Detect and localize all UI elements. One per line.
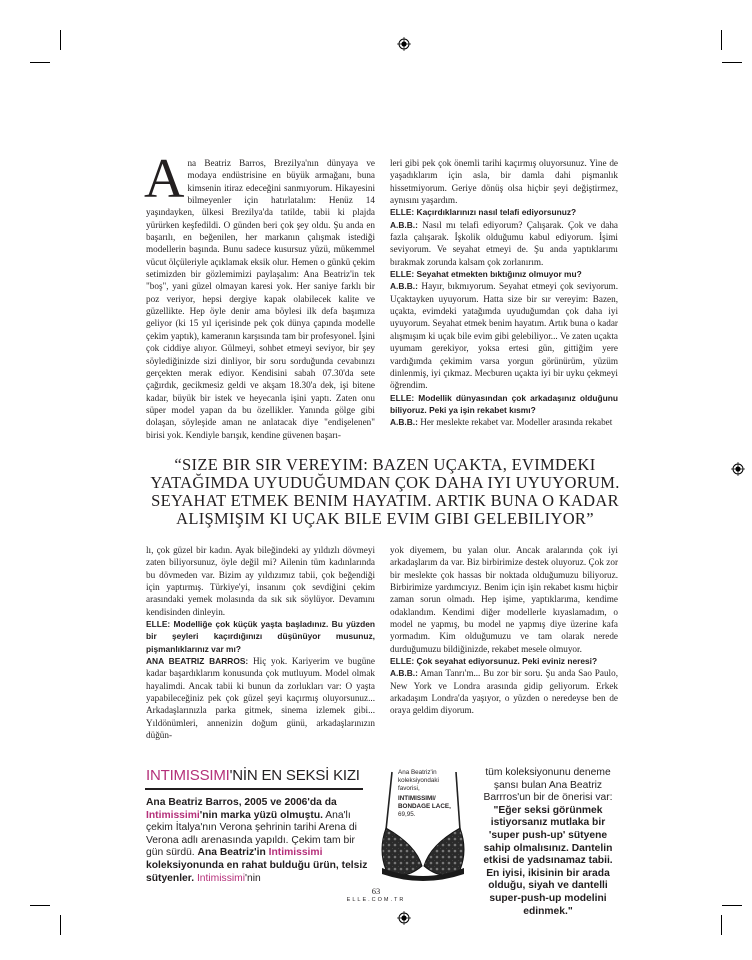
interview-question: ELLE: Seyahat etmekten bıktığınız olmuyor mu? (390, 269, 582, 280)
crop-mark (722, 905, 742, 906)
interview-question: ELLE: Kaçırdıklarınızı nasıl telafi ediyorsunuz? (390, 207, 577, 218)
registration-mark-icon (731, 462, 745, 476)
bra-image (368, 770, 478, 888)
site-url: ELLE.COM.TR (346, 897, 406, 903)
paragraph: leri gibi pek çok önemli tarihi kaçırmış oluyorsunuz. Yine de yaşadıklarım için asla, bir damla dahi pişmanlık hissetmiyorum. Geriye dönüş olsa hiçbir şeyi değiştirmez, aynısını yaşardım. (390, 158, 618, 206)
interview-answer: A.B.B.: Aman Tanrı'm... Bu zor bir soru. Şu anda Sao Paulo, New York ve Londra arasında gidip geliyorum. Erkek arkadaşım Londra'da yaşıyor, o yüzden o neredeyse ben de oraya geldim diyorum. (390, 668, 618, 716)
intro-paragraph: Ana Beatriz Barros, Brezilya'nın dünyaya ve modaya endüstrisine en büyük armağanı, buna kimsenin itiraz edeceğini sanmıyorum. Hikayesini bilmeyenler için hatırlatalım: Henüz 14 yaşındayken, ülkesi Brezilya'da tatilde, tabii ki plajda yürürken keşfedildi. O günden beri çok şey oldu. Şu anda en başarılı, en beğenilen, her markanın çalışmak istediği modellerin başında. Bunu sadece kusursuz yüzü, mükemmel vücut ölçüleriyle açıklamak eksik olur. Hemen o günkü çekim setimizden bir gözlemimizi paylaşalım: Ana Beatriz'in tek "boş", yani güzel olmayan karesi yok. Her saniye farklı bir poz veriyor, hepsi dergiye kapak olabilecek kalite ve güzellikte. Hep öyle denir ama böylesi ilk defa başımıza geliyor (ki 15 yıl içerisinde pek çok dünya çapında modelle çekim yaptık), kameranın karşısında tam bir profesyonel. İşini çok ciddiye alıyor. Gülmeyi, sohbet etmeyi seviyor, bir şey söylediğinizde sizi dinliyor, bir soru sorduğunda cevabınızı gerçekten merak ediyor. Kendisini sabah 07.30'da sete çağırdık, gecikmesiz geldi ve akşam 18.30'a dek, işi bitene kadar, büyük bir istek ve heyecanla işini yaptı. Zaten onu süper model yapan da bu özellikler. Yanında gölge gibi dolaşan, söyleşide aman ne anlatacak diye "endişelenen" birisi yok. Kendiyle barışık, kendine güvenen başarı- (144, 148, 375, 440)
registration-mark-icon (397, 911, 411, 925)
crop-mark (60, 30, 61, 50)
drop-cap: A (144, 148, 185, 210)
crop-mark (30, 62, 50, 63)
brand-name: Intimissimi (268, 847, 323, 859)
crop-mark (721, 915, 722, 935)
interview-answer: A.B.B.: Nasıl mı telafi ediyorum? Çalışarak. Çok ve daha fazla çalışarak. İşkolik olduğumu kabul ediyorum. İşimi seviyorum. Ve seyahat etmeyi de. Şu anda yaptıklarımı bırakmak zorunda kalsam çok zorlanırım. (390, 219, 618, 267)
image-caption: Ana Beatriz'in koleksiyondaki favorisi, INTIMISSIMI/ BONDAGE LACE, 69,95. (398, 769, 451, 818)
brand-name: Intimissimi (146, 809, 200, 821)
article-column-3 (146, 544, 375, 742)
interview-question: ELLE: Modelliğe çok küçük yaşta başladınız. Bu yüzden bir şeyleri kaçırdığınızı düşünüyor musunuz, pişmanlıklarınız var mı? (146, 619, 375, 654)
interview-question: ELLE: Modellik dünyasından çok arkadaşınız olduğunu biliyoruz. Peki ya işin rekabet kısmı? (390, 392, 618, 415)
registration-mark-icon (397, 37, 411, 51)
paragraph: lı, çok güzel bir kadın. Ayak bileğindeki ay yıldızlı dövmeyi zaten biliyorsunuz, öyle değil mi? Ailenin tüm kadınlarında bu dövmeden var. Bizim ay yıldızımız tabii, çok beğendiği için yaptırmış. Türkiye'yi, insanını çok sevdiğini çekim arasındaki yemek molasında da sık sık söylüyor. Devamını kendisinden dinleyin. (146, 545, 375, 617)
brand-name: INTIMISSIMI (146, 767, 230, 784)
interview-answer: A.B.B.: Her meslekte rekabet var. Modeller arasında rekabet (390, 417, 613, 428)
pull-quote: “SIZE BIR SIR VEREYIM: BAZEN UÇAKTA, EVIMDEKI YATAĞIMDA UYUDUĞUMDAN ÇOK DAHA IYI UYUYORUM. SEYAHAT ETMEK BENIM HAYATIM. ARTIK BUNA O KADAR ALIŞMIŞIM KI UÇAK BILE EVIM GIBI GELEBILIYOR” (150, 455, 620, 528)
sidebar-text-2: tüm koleksiyonunu deneme şansı bulan Ana Beatriz Barrros'un bir de önerisi var: "Eğer seksi görünmek istiyorsanız mutlaka bir 'super push-up' sütyene sahip olmalısınız. Dantelin etkisi de yadsınamaz tabii. En iyisi, ikisinin bir arada olduğu, siyah ve dantelli super-push-up modelini edinmek." (483, 767, 613, 917)
crop-mark (722, 62, 742, 63)
crop-mark (60, 915, 61, 935)
sidebar-text-1: Ana Beatriz Barros, 2005 ve 2006'da da Intimissimi'nin marka yüzü olmuştu. Ana'lı çekim İtalya'nın Verona şehrinin tarihi Arena di Verona adlı arenasında yapıldı. Çekim tam bir gün sürdü. Ana Beatriz'in Intimissimi koleksiyonunda en rahat bulduğu ürün, telsiz sütyenler. Intimissimi'nin (146, 797, 368, 884)
interview-answer: ANA BEATRIZ BARROS: Hiç yok. Kariyerim ve bugüne kadar başardıklarım konusunda çok mutluyum. Model olmak hayalimdi. Ancak tabii ki bunun da zorlukları var: O yaşta yapabileceğiniz pek çok güzel şeyi kaçırmış oluyorsunuz... Arkadaşlarınızla parka gitmek, sinema izlemek gibi... Yıldönümleri, annenizin doğum günü, arkadaşlarınızın düğün- (146, 656, 375, 741)
paragraph: yok diyemem, bu yalan olur. Ancak aralarında çok iyi arkadaşlarım da var. Biz birbirimize destek oluyoruz. Çok zor bir meslekte çok hassas bir noktada olduğumuzu biliyoruz. Birbirimize yardımcıyız. Benim için işin rekabet kısmı hiçbir zaman sorun olmadı. Hep işime, yaptıklarıma, kendime odaklandım. Kendimi diğer modellerle kıyaslamadım, o model ne yapmış, bu model ne yapmış diye üzerine kafa yormadım. Kim olduğumuzu ve tam olarak nerede durduğumuzu bildiğinizde, rekabet mesele olmuyor. (390, 545, 618, 654)
interview-question: ELLE: Çok seyahat ediyorsunuz. Peki eviniz neresi? (390, 656, 598, 667)
article-column-2 (390, 157, 618, 429)
sidebar-rule (145, 788, 363, 790)
article-column-1 (144, 148, 375, 441)
crop-mark (30, 905, 50, 906)
article-column-4 (390, 544, 618, 717)
brand-name: Intimissimi (194, 872, 245, 884)
crop-mark (721, 30, 722, 50)
interview-answer: A.B.B.: Hayır, bıkmıyorum. Seyahat etmeyi çok seviyorum. Uçaktayken uyuyorum. Hatta size bir sır vereyim: Bazen, uçakta, evimdeki yatağımda uyuduğumdan çok daha iyi uyuyorum. Seyahat etmek benim hayatım. Artık buna o kadar alışmışım ki uçak bile evim gibi gelebiliyor... Ve zaten uçakta uyumam gerekiyor, yoksa ertesi gün, gittiğim yere vardığımda çekimim varsa yorgun görünürüm, yüzüm dinlenmiş, iyi çıkmaz. Mecburen uçakta iyi bir uyku çekmeyi öğrendim. (390, 281, 618, 391)
sidebar-title: INTIMISSIMI'NİN EN SEKSİ KIZI (146, 767, 360, 784)
page-number: 63 (371, 886, 381, 896)
